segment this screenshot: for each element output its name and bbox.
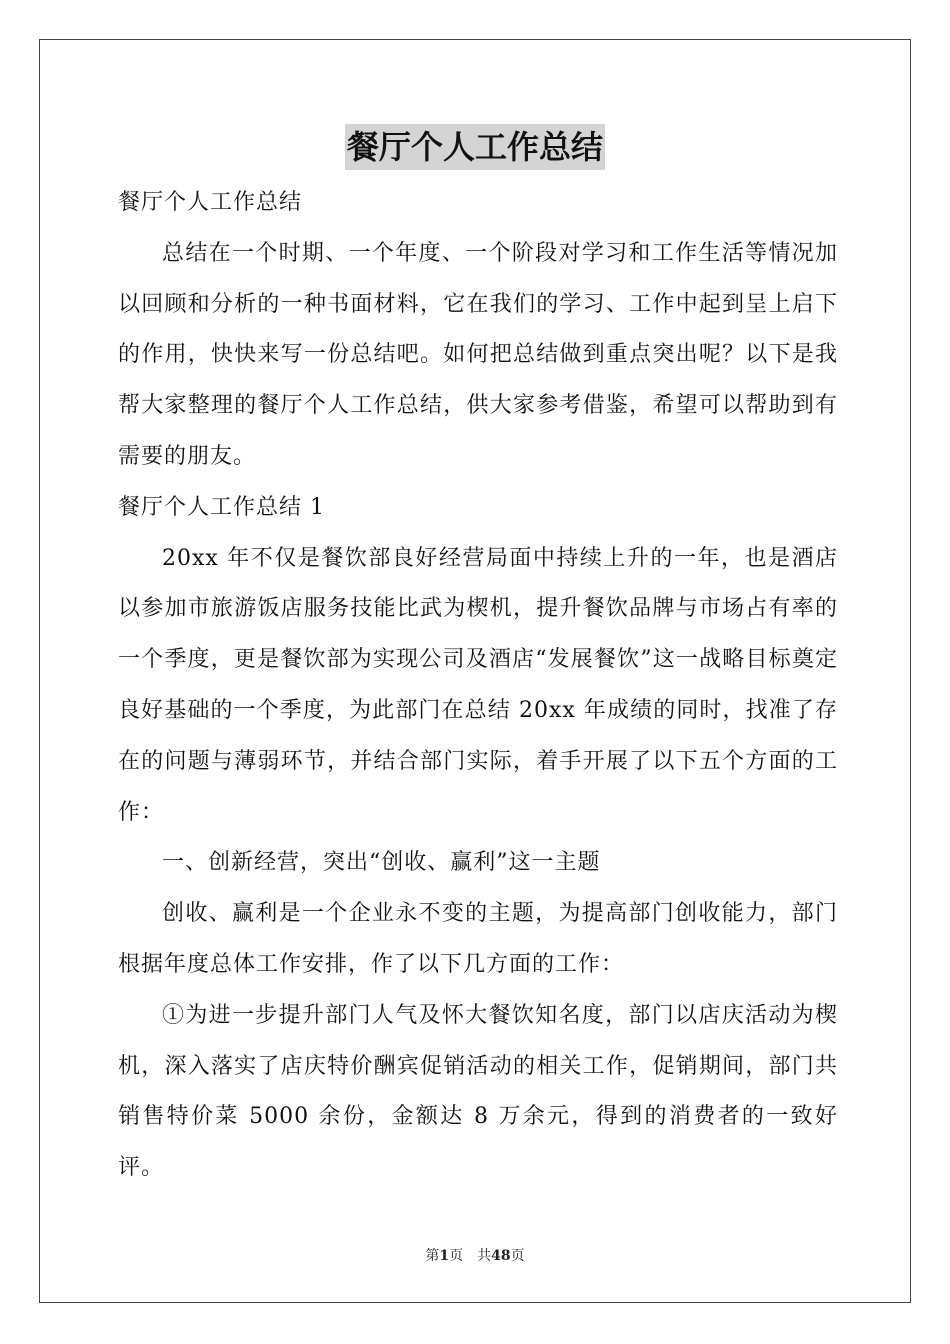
footer-total-pages: 48: [491, 1248, 511, 1264]
page-footer: [0, 1246, 950, 1266]
paragraph-section-heading: 餐厅个人工作总结 1: [118, 494, 325, 520]
paragraph-intro: 总结在一个时期、一个年度、一个阶段对学习和工作生活等情况加以回顾和分析的一种书面材料，它在我们的学习、工作中起到呈上启下的作用，快快来写一份总结吧。如何把总结做到重点突出呢？以下是我帮大家整理的餐厅个人工作总结，供大家参考借鉴，希望可以帮助到有需要的朋友。: [118, 240, 838, 469]
paragraph-point-body: 创收、赢利是一个企业永不变的主题，为提高部门创收能力，部门根据年度总体工作安排，作了以下几方面的工作：: [118, 901, 838, 977]
footer-total-suffix: 页: [510, 1248, 525, 1264]
footer-page-prefix: 第: [425, 1248, 440, 1264]
footer-total-prefix: 共: [477, 1248, 492, 1264]
document-title-text: 餐厅个人工作总结: [345, 124, 605, 170]
footer-page-number: 1: [439, 1248, 450, 1264]
footer-page-suffix: 页: [449, 1248, 464, 1264]
paragraph-overview: 20xx 年不仅是餐饮部良好经营局面中持续上升的一年，也是酒店以参加市旅游饭店服务技能比武为楔机，提升餐饮品牌与市场占有率的一个季度，更是餐饮部为实现公司及酒店“发展餐饮”这一战略目标奠定良好基础的一个季度，为此部门在总结 20xx 年成绩的同时，找准了存在的问题与薄弱环节，并结合部门实际，着手开展了以下五个方面的工作：: [118, 545, 838, 825]
document-body: [118, 178, 838, 1194]
paragraph-subtitle: 餐厅个人工作总结: [118, 190, 303, 215]
document-title: [0, 124, 950, 170]
paragraph-item-1: ①为进一步提升部门人气及怀大餐饮知名度，部门以店庆活动为楔机，深入落实了店庆特价酬宾促销活动的相关工作，促销期间，部门共销售特价菜 5000 余份，金额达 8 万余元，得到的消费者的一致好评。: [118, 1002, 838, 1181]
paragraph-point-heading: 一、创新经营，突出“创收、赢利”这一主题: [162, 850, 601, 876]
